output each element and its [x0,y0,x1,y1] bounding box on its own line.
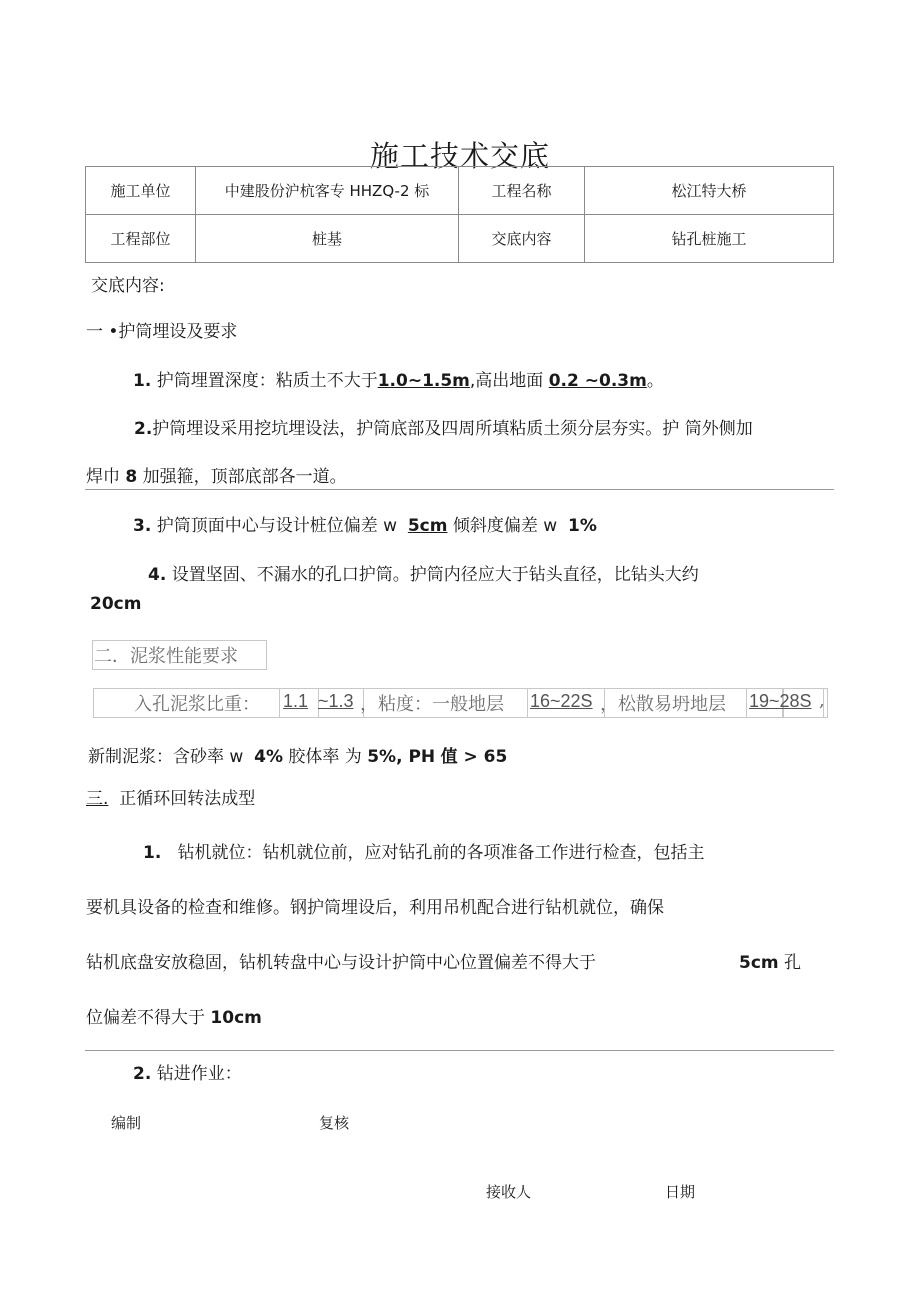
item-text: 新制泥浆：含砂率 w [88,747,244,767]
item-number: 4. [148,565,167,585]
item-text: 焊巾 [86,467,120,487]
value-project-part: 桩基 [196,215,459,263]
section1-item2-line1 [134,414,753,439]
section3-item1-line3b [739,948,801,973]
tilt-value: 1% [567,516,597,536]
sand-rate-value: 4% [254,747,283,767]
ph-value: 值 > 65 [440,747,508,767]
hole-offset-value: 10cm [210,1008,262,1028]
item-number: 2. [133,1064,152,1084]
colloid-value: 5%, PH [367,747,436,767]
height-value: 0.2 ~0.3m [548,371,647,391]
item-text: 倾斜度偏差 w [452,516,558,536]
label-briefing-content: 交底内容 [459,215,585,263]
item-text: 钻进作业： [156,1064,242,1084]
receiver-label: 接收人 [486,1183,532,1201]
slurry-density-label: 入孔泥浆比重： [134,694,260,715]
new-slurry-line [88,742,507,767]
section3-item1-line3a: 钻机底盘安放稳固，钻机转盘中心与设计护筒中心位置偏差不得大于 [86,953,596,973]
section1-item2-line2 [86,462,347,487]
section3-item1-line1 [143,838,705,863]
item-number: 1. [133,371,152,391]
section1-item4-line1 [148,560,699,585]
item-text: ,高出地面 [469,371,544,391]
viscosity-label: ，粘度：一般地层 [360,694,504,715]
content-label: 交底内容: [91,276,165,296]
viscosity-loose: 19~28S [749,691,812,711]
compile-label: 编制 [111,1114,142,1132]
item-text: 加强箍，顶部底部各一道。 [142,467,347,487]
section3-heading [86,784,255,809]
item-number: 3. [133,516,152,536]
density-max: ~1.3 [318,691,354,711]
item-text: 。 [646,371,664,391]
label-project-part: 工程部位 [86,215,196,263]
section1-heading: 一 •护筒埋设及要求 [86,322,238,342]
label-construction-unit: 施工单位 [86,167,196,215]
density-min: 1.1 [283,691,309,711]
item-text: 位偏差不得大于 [86,1008,205,1028]
comma: , [819,690,825,711]
section2-heading: 二．泥浆性能要求 [94,646,238,667]
item-number: 1. [143,843,162,863]
item-text: 孔 [784,953,802,973]
depth-value: 1.0~1.5m [377,371,470,391]
item-text: 护筒埋置深度：粘质土不大于 [156,371,378,391]
item-number: 2. [134,419,153,439]
date-label: 日期 [665,1183,696,1201]
offset-limit-value: 5cm [739,953,779,973]
section1-item1 [133,366,664,391]
divider [85,489,834,490]
section-title: 正循环回转法成型 [119,789,256,809]
table-row [86,167,834,215]
value-project-name: 松江特大桥 [585,167,834,215]
item-value: 8 [125,467,138,487]
item-text: 钻机就位：钻机就位前，应对钻孔前的各项准备工作进行检查，包括主 [177,843,705,863]
item-text: 护筒埋设采用挖坑埋设法，护筒底部及四周所填粘质土须分层夯实。护 筒外侧加 [152,419,753,439]
loose-soil-label: ，松散易坍地层 [600,694,726,715]
section3-item1-line2: 要机具设备的检查和维修。钢护筒埋设后，利用吊机配合进行钻机就位，确保 [86,898,664,918]
section3-item1-line4 [86,1003,262,1028]
label-project-name: 工程名称 [459,167,585,215]
page-title: 施工技术交底 [369,139,550,173]
section1-item3 [133,511,597,536]
review-label: 复核 [319,1114,350,1132]
offset-value: 5cm [407,516,448,536]
item-text: 设置坚固、不漏水的孔口护筒。护筒内径应大于钻头直径，比钻头大约 [171,565,699,585]
info-table [85,166,834,263]
section-number: 三. [86,789,109,809]
divider [85,1050,834,1051]
item-value: 20cm [90,594,142,614]
section3-item2 [133,1059,242,1084]
table-row [86,215,834,263]
value-construction-unit: 中建股份沪杭客专 HHZQ-2 标 [196,167,459,215]
item-text: 胶体率 为 [288,747,362,767]
section1-item4-line2 [90,594,141,614]
viscosity-normal: 16~22S [530,691,593,711]
value-briefing-content: 钻孔桩施工 [585,215,834,263]
item-text: 护筒顶面中心与设计桩位偏差 w [156,516,398,536]
